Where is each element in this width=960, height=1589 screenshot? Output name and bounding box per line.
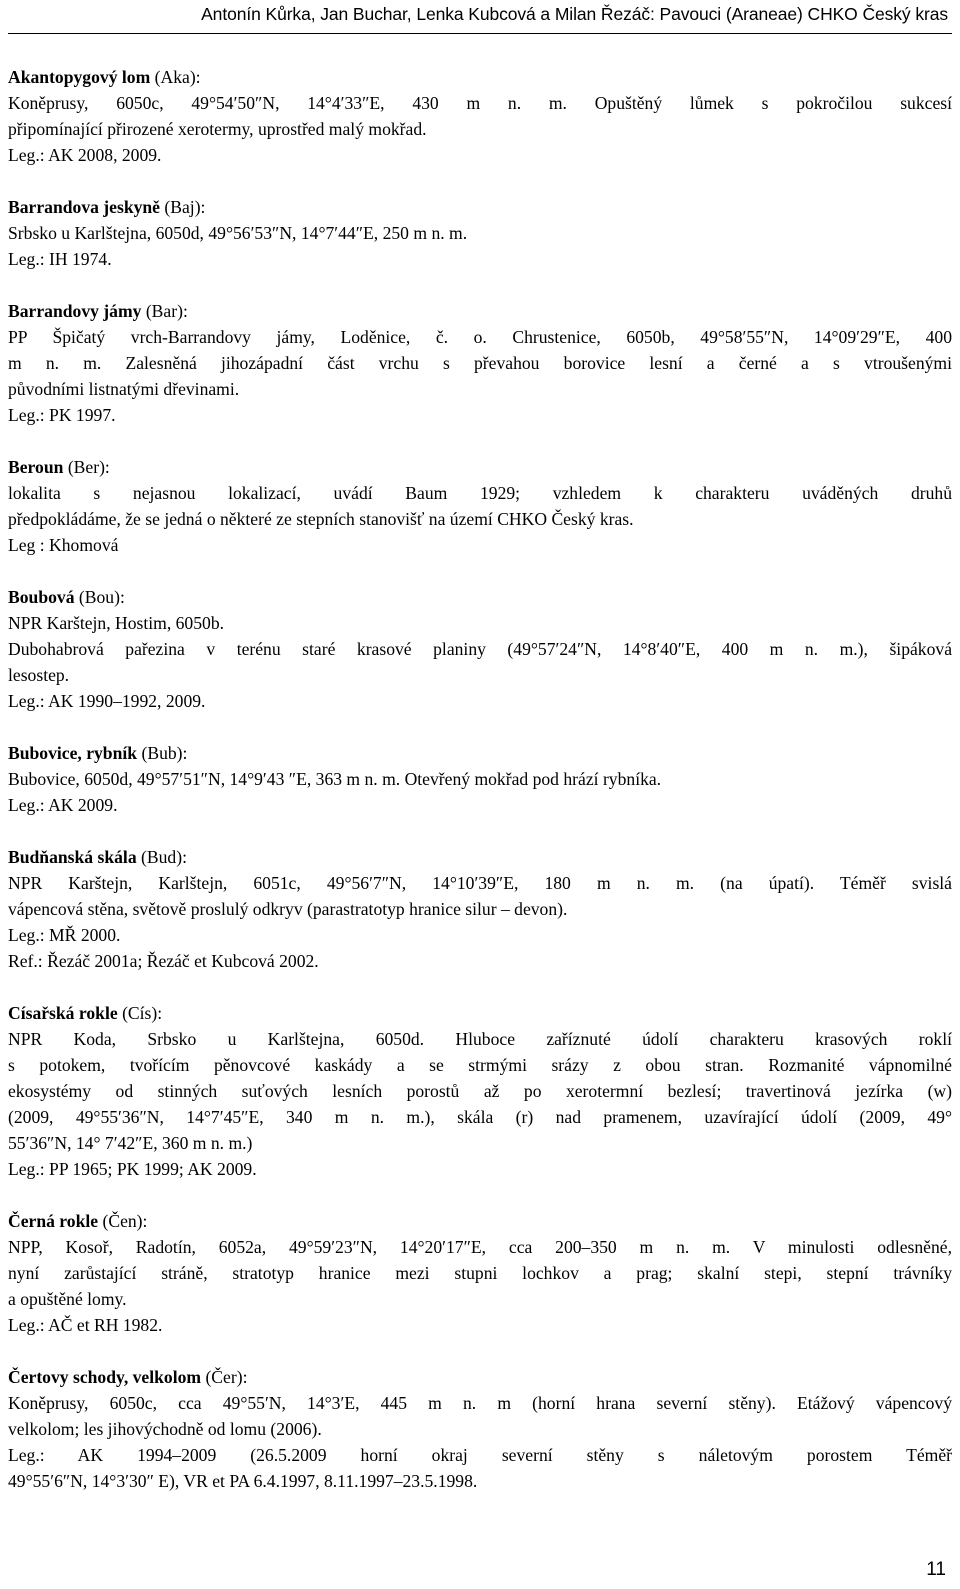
locality-entry (8, 454, 952, 558)
locality-text-line: NPR Karštejn, Hostim, 6050b. (8, 613, 225, 633)
locality-name: Akantopygový lom (8, 67, 151, 87)
locality-name: Barrandovy jámy (8, 301, 142, 321)
locality-code: (Bub): (141, 743, 188, 763)
locality-name: Beroun (8, 457, 64, 477)
locality-entry (8, 584, 952, 714)
locality-heading (8, 1208, 952, 1234)
locality-text-line: Leg : Khomová (8, 535, 119, 555)
locality-entry (8, 844, 952, 974)
locality-text-line: ekosystémy od stinných suťových lesních porostů až po xerotermní bezlesí; travertinová jezírka (w) (8, 1081, 952, 1101)
locality-name: Čertovy schody, velkolom (8, 1367, 202, 1387)
locality-code: (Bar): (145, 301, 188, 321)
locality-text-line: NPR Karštejn, Karlštejn, 6051c, 49°56′7″N, 14°10′39″E, 180 m n. m. (na úpatí). Téměř svislá (8, 873, 952, 893)
locality-code: (Cís): (122, 1003, 163, 1023)
locality-text-line: předpokládáme, že se jedná o některé ze stepních stanovišť na území CHKO Český kras. (8, 509, 634, 529)
locality-text-line: Leg.: AK 2009. (8, 795, 118, 815)
locality-entry (8, 1364, 952, 1494)
locality-text-line: 55′36″N, 14° 7′42″E, 360 m n. m.) (8, 1133, 253, 1153)
locality-text-line: Leg.: IH 1974. (8, 249, 112, 269)
locality-text-line: Leg.: AK 1994–2009 (26.5.2009 horní okraj severní stěny s náletovým porostem Téměř (8, 1445, 952, 1465)
locality-entry (8, 64, 952, 168)
locality-text-line: nyní zarůstající stráně, stratotyp hranice mezi stupni lochkov a prag; skalní stepi, stepní trávníky (8, 1263, 952, 1283)
locality-heading (8, 844, 952, 870)
locality-heading (8, 454, 952, 480)
locality-code: (Čen): (102, 1211, 148, 1231)
locality-entry (8, 740, 952, 818)
locality-heading (8, 64, 952, 90)
locality-text-line: Leg.: PP 1965; PK 1999; AK 2009. (8, 1159, 257, 1179)
locality-text-line: Koněprusy, 6050c, cca 49°55′N, 14°3′E, 445 m n. m (horní hrana severní stěny). Etážový vápencový (8, 1393, 952, 1413)
locality-name: Bubovice, rybník (8, 743, 138, 763)
locality-text-line: původními listnatými dřevinami. (8, 379, 240, 399)
locality-text-line: (2009, 49°55′36″N, 14°7′45″E, 340 m n. m.), skála (r) nad pramenem, uzavírající údolí (2009, 49° (8, 1107, 952, 1127)
locality-heading (8, 740, 952, 766)
locality-text-line: Leg.: AK 1990–1992, 2009. (8, 691, 206, 711)
locality-name: Budňanská skála (8, 847, 137, 867)
locality-text-line: velkolom; les jihovýchodně od lomu (2006). (8, 1419, 322, 1439)
locality-text-line: Koněprusy, 6050c, 49°54′50″N, 14°4′33″E, 430 m n. m. Opuštěný lůmek s pokročilou sukcesí (8, 93, 952, 113)
locality-heading (8, 194, 952, 220)
locality-code: (Bud): (141, 847, 187, 867)
locality-name: Barrandova jeskyně (8, 197, 160, 217)
locality-text-line: s potokem, tvořícím pěnovcové kaskády a se strmými srázy z obou stran. Rozmanité vápnomilné (8, 1055, 952, 1075)
locality-text-line: připomínající přirozené xerotermy, uprostřed malý mokřad. (8, 119, 427, 139)
locality-heading (8, 298, 952, 324)
locality-text-line: Leg.: PK 1997. (8, 405, 116, 425)
locality-text-line: lesostep. (8, 665, 70, 685)
locality-name: Boubová (8, 587, 75, 607)
locality-text-line: lokalita s nejasnou lokalizací, uvádí Baum 1929; vzhledem k charakteru uváděných druhů (8, 483, 952, 503)
header-rule (8, 33, 952, 34)
document-body (8, 64, 952, 1520)
locality-entry (8, 194, 952, 272)
locality-name: Černá rokle (8, 1211, 99, 1231)
locality-text-line: Srbsko u Karlštejna, 6050d, 49°56′53″N, 14°7′44″E, 250 m n. m. (8, 223, 468, 243)
locality-entry (8, 298, 952, 428)
locality-entry (8, 1000, 952, 1182)
locality-entry (8, 1208, 952, 1338)
locality-text-line: a opuštěné lomy. (8, 1289, 127, 1309)
locality-text-line: Ref.: Řezáč 2001a; Řezáč et Kubcová 2002. (8, 951, 319, 971)
locality-text-line: Dubohabrová pařezina v terénu staré krasové planiny (49°57′24″N, 14°8′40″E, 400 m n. m.), šipáková (8, 639, 952, 659)
locality-code: (Aka): (154, 67, 201, 87)
locality-text-line: NPP, Kosoř, Radotín, 6052a, 49°59′23″N, 14°20′17″E, cca 200–350 m n. m. V minulosti odlesněné, (8, 1237, 952, 1257)
locality-name: Císařská rokle (8, 1003, 118, 1023)
locality-text-line: Leg.: MŘ 2000. (8, 925, 121, 945)
page-number: 11 (926, 1559, 946, 1580)
locality-text-line: Bubovice, 6050d, 49°57′51″N, 14°9′43 ″E, 363 m n. m. Otevřený mokřad pod hrází rybníka. (8, 769, 662, 789)
locality-text-line: 49°55′6″N, 14°3′30″ E), VR et PA 6.4.1997, 8.11.1997–23.5.1998. (8, 1471, 478, 1491)
locality-code: (Čer): (205, 1367, 248, 1387)
running-header: Antonín Kůrka, Jan Buchar, Lenka Kubcová a Milan Řezáč: Pavouci (Araneae) CHKO Český kras (201, 4, 948, 24)
locality-text-line: Leg.: AČ et RH 1982. (8, 1315, 163, 1335)
locality-code: (Baj): (164, 197, 206, 217)
locality-text-line: PP Špičatý vrch-Barrandovy jámy, Loděnice, č. o. Chrustenice, 6050b, 49°58′55″N, 14°09′29″E, 400 (8, 327, 952, 347)
locality-code: (Bou): (78, 587, 125, 607)
locality-heading (8, 1364, 952, 1390)
locality-text-line: NPR Koda, Srbsko u Karlštejna, 6050d. Hluboce zaříznuté údolí charakteru krasových roklí (8, 1029, 952, 1049)
locality-text-line: vápencová stěna, světově proslulý odkryv (parastratotyp hranice silur – devon). (8, 899, 568, 919)
locality-heading (8, 584, 952, 610)
locality-heading (8, 1000, 952, 1026)
locality-text-line: m n. m. Zalesněná jihozápadní část vrchu s převahou borovice lesní a černé a s vtroušenými (8, 353, 952, 373)
locality-code: (Ber): (67, 457, 110, 477)
locality-text-line: Leg.: AK 2008, 2009. (8, 145, 162, 165)
